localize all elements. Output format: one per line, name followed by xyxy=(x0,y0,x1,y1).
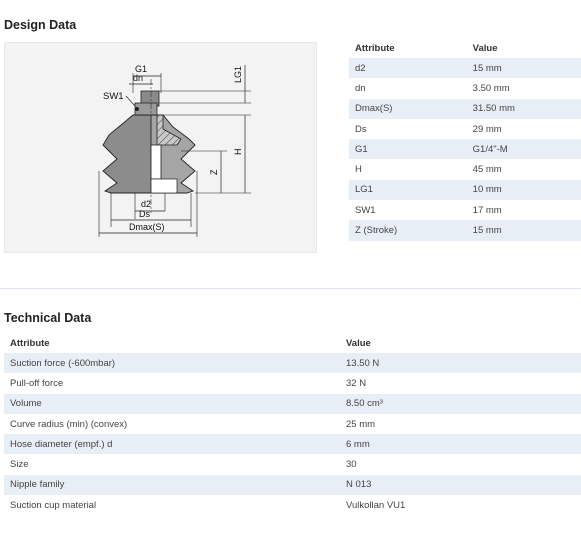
value-cell: 6 mm xyxy=(340,434,581,454)
attribute-cell: Suction cup material xyxy=(10,499,97,511)
attribute-cell: SW1 xyxy=(355,204,376,216)
attribute-cell: Size xyxy=(10,459,29,471)
table-row xyxy=(349,99,581,119)
table-row xyxy=(4,353,581,373)
suction-cup-diagram xyxy=(4,42,317,253)
design-header-attribute: Attribute xyxy=(355,42,395,54)
attribute-cell: Z (Stroke) xyxy=(349,220,473,240)
label-ds: Ds xyxy=(139,209,150,219)
table-row xyxy=(4,475,581,495)
attribute-cell: dn xyxy=(355,82,366,94)
tech-header-value: Value xyxy=(346,337,371,349)
value-cell: 13.50 N xyxy=(340,353,581,373)
value-cell: N 013 xyxy=(340,475,581,495)
value-cell: 31.50 mm xyxy=(473,99,581,119)
attribute-cell: Pull-off force xyxy=(10,377,64,389)
table-row xyxy=(349,139,581,159)
attribute-cell: Hose diameter (empf.) d xyxy=(4,434,340,454)
table-row xyxy=(4,373,581,393)
attribute-cell: H xyxy=(355,164,362,176)
table-row xyxy=(4,394,581,414)
table-row xyxy=(349,58,581,78)
table-row xyxy=(349,159,581,179)
table-row xyxy=(349,78,581,98)
label-dn: dn xyxy=(133,73,144,83)
value-cell: G1/4"-M xyxy=(473,139,581,159)
value-cell: 25 mm xyxy=(346,418,376,430)
label-z: Z xyxy=(209,169,219,175)
value-cell: 15 mm xyxy=(473,58,581,78)
table-row xyxy=(4,454,581,474)
value-cell: 3.50 mm xyxy=(472,82,510,94)
tech-header-attribute: Attribute xyxy=(10,337,50,349)
table-row xyxy=(4,495,581,515)
label-dmax: Dmax(S) xyxy=(129,222,165,232)
value-cell: 30 xyxy=(346,459,357,471)
label-sw1: SW1 xyxy=(103,91,124,102)
attribute-cell: Volume xyxy=(4,394,340,414)
design-data-title: Design Data xyxy=(4,18,77,32)
attribute-cell: Ds xyxy=(355,123,367,135)
design-data-table xyxy=(349,38,581,241)
label-g1: G1 xyxy=(135,64,148,74)
value-cell: 45 mm xyxy=(472,164,502,176)
attribute-cell: Nipple family xyxy=(4,475,340,495)
label-h: H xyxy=(233,148,243,155)
table-row xyxy=(4,414,581,434)
value-cell: 29 mm xyxy=(472,123,502,135)
attribute-cell: G1 xyxy=(349,139,473,159)
value-cell: 32 N xyxy=(346,377,367,389)
label-d2: d2 xyxy=(141,199,152,209)
value-cell: Vulkollan VU1 xyxy=(346,499,406,511)
table-row xyxy=(349,180,581,200)
table-row xyxy=(349,119,581,139)
technical-data-table xyxy=(4,333,581,515)
table-row xyxy=(4,434,581,454)
value-cell: 17 mm xyxy=(472,204,502,216)
section-divider xyxy=(0,288,581,289)
attribute-cell: Suction force (-600mbar) xyxy=(4,353,340,373)
label-lg1: LG1 xyxy=(233,65,243,83)
technical-drawing xyxy=(5,43,318,254)
table-row xyxy=(349,220,581,240)
attribute-cell: Dmax(S) xyxy=(349,99,473,119)
value-cell: 10 mm xyxy=(473,180,581,200)
attribute-cell: LG1 xyxy=(349,180,473,200)
value-cell: 8.50 cm³ xyxy=(340,394,581,414)
attribute-cell: d2 xyxy=(349,58,473,78)
value-cell: 15 mm xyxy=(473,220,581,240)
table-row xyxy=(349,200,581,220)
attribute-cell: Curve radius (min) (convex) xyxy=(10,418,128,430)
technical-data-title: Technical Data xyxy=(4,311,92,325)
design-header-value: Value xyxy=(472,42,498,54)
